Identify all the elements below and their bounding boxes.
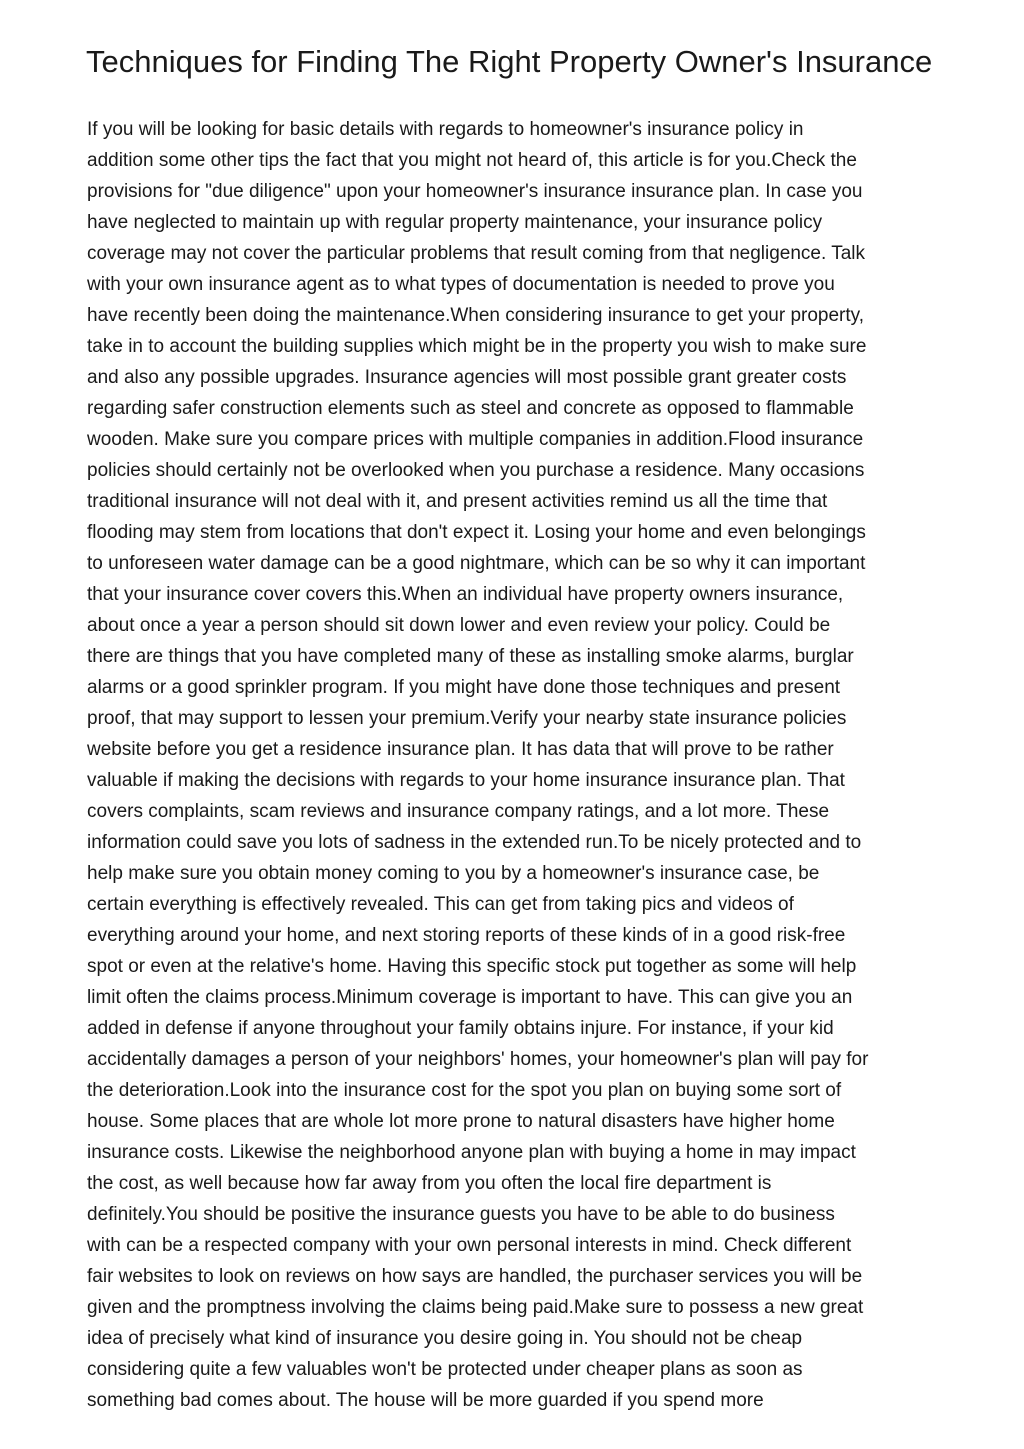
article-line: covers complaints, scam reviews and insurance company ratings, and a lot more. These [87, 801, 830, 822]
article-line: something bad comes about. The house will be more guarded if you spend more [87, 1390, 764, 1411]
article-line: spot or even at the relative's home. Having this specific stock put together as some will help [87, 956, 857, 977]
article-line: limit often the claims process.Minimum coverage is important to have. This can give you an [87, 987, 853, 1008]
article-line: that your insurance cover covers this.When an individual have property owners insurance, [87, 584, 844, 605]
article-line: traditional insurance will not deal with it, and present activities remind us all the time that [87, 491, 828, 512]
article-line: have recently been doing the maintenance.When considering insurance to get your property, [87, 305, 865, 326]
article-line: coverage may not cover the particular problems that result coming from that negligence. Talk [87, 243, 865, 264]
article-line: with your own insurance agent as to what types of documentation is needed to prove you [87, 274, 835, 295]
article-line: insurance costs. Likewise the neighborhood anyone plan with buying a home in may impact [87, 1142, 856, 1163]
article-line: provisions for "due diligence" upon your homeowner's insurance insurance plan. In case you [87, 181, 863, 202]
page-title: Techniques for Finding The Right Property Owner's Insurance [86, 44, 933, 79]
article-line: added in defense if anyone throughout your family obtains injure. For instance, if your kid [87, 1018, 834, 1039]
article-line: alarms or a good sprinkler program. If you might have done those techniques and present [87, 677, 841, 698]
article-line: with can be a respected company with your own personal interests in mind. Check different [87, 1235, 852, 1256]
article-line: considering quite a few valuables won't be protected under cheaper plans as soon as [87, 1359, 803, 1380]
article-line: the cost, as well because how far away from you often the local fire department is [87, 1173, 772, 1194]
article-line: about once a year a person should sit down lower and even review your policy. Could be [87, 615, 831, 636]
article-line: If you will be looking for basic details with regards to homeowner's insurance policy in [87, 119, 804, 140]
article-line: there are things that you have completed many of these as installing smoke alarms, burglar [87, 646, 854, 667]
article-line: website before you get a residence insurance plan. It has data that will prove to be rather [87, 739, 834, 760]
article-body [87, 114, 947, 1416]
article-line: information could save you lots of sadness in the extended run.To be nicely protected and to [87, 832, 862, 853]
article-line: the deterioration.Look into the insurance cost for the spot you plan on buying some sort of [87, 1080, 842, 1101]
article-line: definitely.You should be positive the insurance guests you have to be able to do business [87, 1204, 835, 1225]
article-line: have neglected to maintain up with regular property maintenance, your insurance policy [87, 212, 823, 233]
article-line: flooding may stem from locations that don't expect it. Losing your home and even belongings [87, 522, 866, 543]
article-line: valuable if making the decisions with regards to your home insurance insurance plan. That [87, 770, 845, 791]
article-line: house. Some places that are whole lot more prone to natural disasters have higher home [87, 1111, 835, 1132]
article-line: take in to account the building supplies which might be in the property you wish to make sure [87, 336, 867, 357]
article-line: proof, that may support to lessen your premium.Verify your nearby state insurance policies [87, 708, 847, 729]
article-line: help make sure you obtain money coming to you by a homeowner's insurance case, be [87, 863, 820, 884]
article-line: regarding safer construction elements such as steel and concrete as opposed to flammable [87, 398, 854, 419]
article-line: wooden. Make sure you compare prices with multiple companies in addition.Flood insurance [87, 429, 864, 450]
article-line: and also any possible upgrades. Insurance agencies will most possible grant greater costs [87, 367, 847, 388]
article-line: policies should certainly not be overlooked when you purchase a residence. Many occasions [87, 460, 865, 481]
article-line: everything around your home, and next storing reports of these kinds of in a good risk-free [87, 925, 846, 946]
article-line: given and the promptness involving the claims being paid.Make sure to possess a new great [87, 1297, 864, 1318]
article-line: certain everything is effectively revealed. This can get from taking pics and videos of [87, 894, 794, 915]
article-line: fair websites to look on reviews on how says are handled, the purchaser services you will be [87, 1266, 863, 1287]
article-line: accidentally damages a person of your neighbors' homes, your homeowner's plan will pay for [87, 1049, 869, 1070]
article-line: to unforeseen water damage can be a good nightmare, which can be so why it can important [87, 553, 866, 574]
article-line: addition some other tips the fact that you might not heard of, this article is for you.Check the [87, 150, 857, 171]
article-line: idea of precisely what kind of insurance you desire going in. You should not be cheap [87, 1328, 803, 1349]
